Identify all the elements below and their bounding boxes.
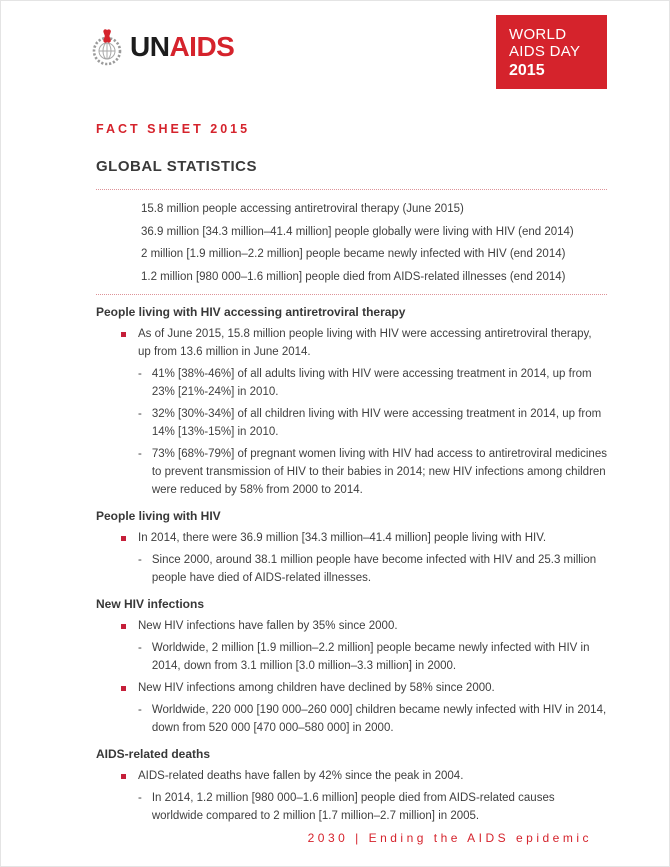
world-aids-day-banner	[496, 15, 607, 89]
section	[96, 595, 607, 737]
bullet-item	[96, 617, 607, 635]
footer-tagline: 2030 | Ending the AIDS epidemic	[307, 831, 592, 845]
stat-line: 36.9 million [34.3 million–41.4 million] people globally were living with HIV (end 2014)	[141, 225, 574, 238]
section	[96, 745, 607, 825]
dash-item	[96, 701, 607, 737]
dash-marker: -	[138, 448, 142, 460]
item-text: Worldwide, 2 million [1.9 million–2.2 million] people became newly infected with HIV in 2014, down from 3.1 million [3.0 million–3.3 million] in 2000.	[151, 642, 590, 672]
item-text: 41% [38%-46%] of all adults living with HIV were accessing treatment in 2014, up from 23% [21%-24%] in 2010.	[151, 368, 592, 398]
dotted-divider-top	[96, 189, 607, 190]
unaids-crest-icon	[89, 27, 125, 67]
item-text: In 2014, there were 36.9 million [34.3 million–41.4 million] people living with HIV.	[138, 532, 547, 544]
bullet-marker-icon	[121, 624, 126, 629]
dash-item	[96, 789, 607, 825]
bullet-item	[96, 529, 607, 547]
content	[96, 303, 607, 825]
section-heading: AIDS-related deaths	[96, 747, 211, 761]
dash-marker: -	[138, 554, 142, 566]
item-text: Since 2000, around 38.1 million people have become infected with HIV and 25.3 million people have died of AIDS-related illnesses.	[151, 554, 597, 584]
bullet-marker-icon	[121, 774, 126, 779]
section-heading: People living with HIV accessing antiretroviral therapy	[96, 305, 406, 319]
bullet-marker-icon	[121, 536, 126, 541]
dash-item	[96, 405, 607, 441]
section	[96, 507, 607, 587]
dotted-divider-bottom	[96, 294, 607, 295]
banner-line2: AIDS DAY	[509, 43, 581, 60]
bullet-item	[96, 679, 607, 697]
header	[1, 1, 669, 89]
dash-item	[96, 639, 607, 675]
banner-year: 2015	[509, 62, 545, 79]
red-ribbon-icon	[103, 29, 112, 44]
unaids-logo	[89, 27, 234, 67]
dash-item	[96, 445, 607, 499]
bullet-marker-icon	[121, 686, 126, 691]
wordmark-un: UN	[130, 31, 170, 62]
section-heading: New HIV infections	[96, 597, 205, 611]
stat-line: 1.2 million [980 000–1.6 million] people died from AIDS-related illnesses (end 2014)	[141, 270, 566, 283]
bullet-item	[96, 767, 607, 785]
section-heading: People living with HIV	[96, 509, 221, 523]
page-title: GLOBAL STATISTICS	[96, 158, 257, 175]
stat-line: 15.8 million people accessing antiretroviral therapy (June 2015)	[141, 203, 464, 215]
dash-marker: -	[138, 792, 142, 804]
item-text: AIDS-related deaths have fallen by 42% since the peak in 2004.	[138, 770, 464, 782]
bullet-marker-icon	[121, 332, 126, 337]
dash-marker: -	[138, 642, 142, 654]
stat-line: 2 million [1.9 million–2.2 million] people became newly infected with HIV (end 2014)	[141, 248, 566, 260]
section	[96, 303, 607, 499]
item-text: 73% [68%-79%] of pregnant women living with HIV had access to antiretroviral medicines to prevent transmission of HIV to their babies in 2014; new HIV infections among children were reduced by 58% from 2000 to 2014.	[151, 448, 607, 496]
dash-marker: -	[138, 368, 142, 380]
item-text: As of June 2015, 15.8 million people living with HIV were accessing antiretroviral therapy, up from 13.6 million in June 2014.	[138, 328, 592, 358]
item-text: In 2014, 1.2 million [980 000–1.6 million] people died from AIDS-related causes worldwide compared to 2 million [1.7 million–2.7 million] in 2005.	[151, 792, 555, 822]
dash-marker: -	[138, 704, 142, 716]
item-text: New HIV infections have fallen by 35% since 2000.	[138, 620, 398, 632]
key-stats	[96, 198, 607, 288]
wordmark-aids: AIDS	[169, 31, 235, 62]
item-text: 32% [30%-34%] of all children living with HIV were accessing treatment in 2014, up from 14% [13%-15%] in 2010.	[151, 408, 602, 438]
bullet-item	[96, 325, 607, 361]
unaids-wordmark	[130, 33, 234, 61]
dash-marker: -	[138, 408, 142, 420]
dash-item	[96, 365, 607, 401]
item-text: Worldwide, 220 000 [190 000–260 000] children became newly infected with HIV in 2014, down from 520 000 [470 000–580 000] in 2000.	[151, 704, 607, 734]
item-text: New HIV infections among children have declined by 58% since 2000.	[138, 682, 495, 694]
kicker: FACT SHEET 2015	[96, 122, 251, 136]
dash-item	[96, 551, 607, 587]
banner-line1: WORLD	[509, 26, 567, 43]
